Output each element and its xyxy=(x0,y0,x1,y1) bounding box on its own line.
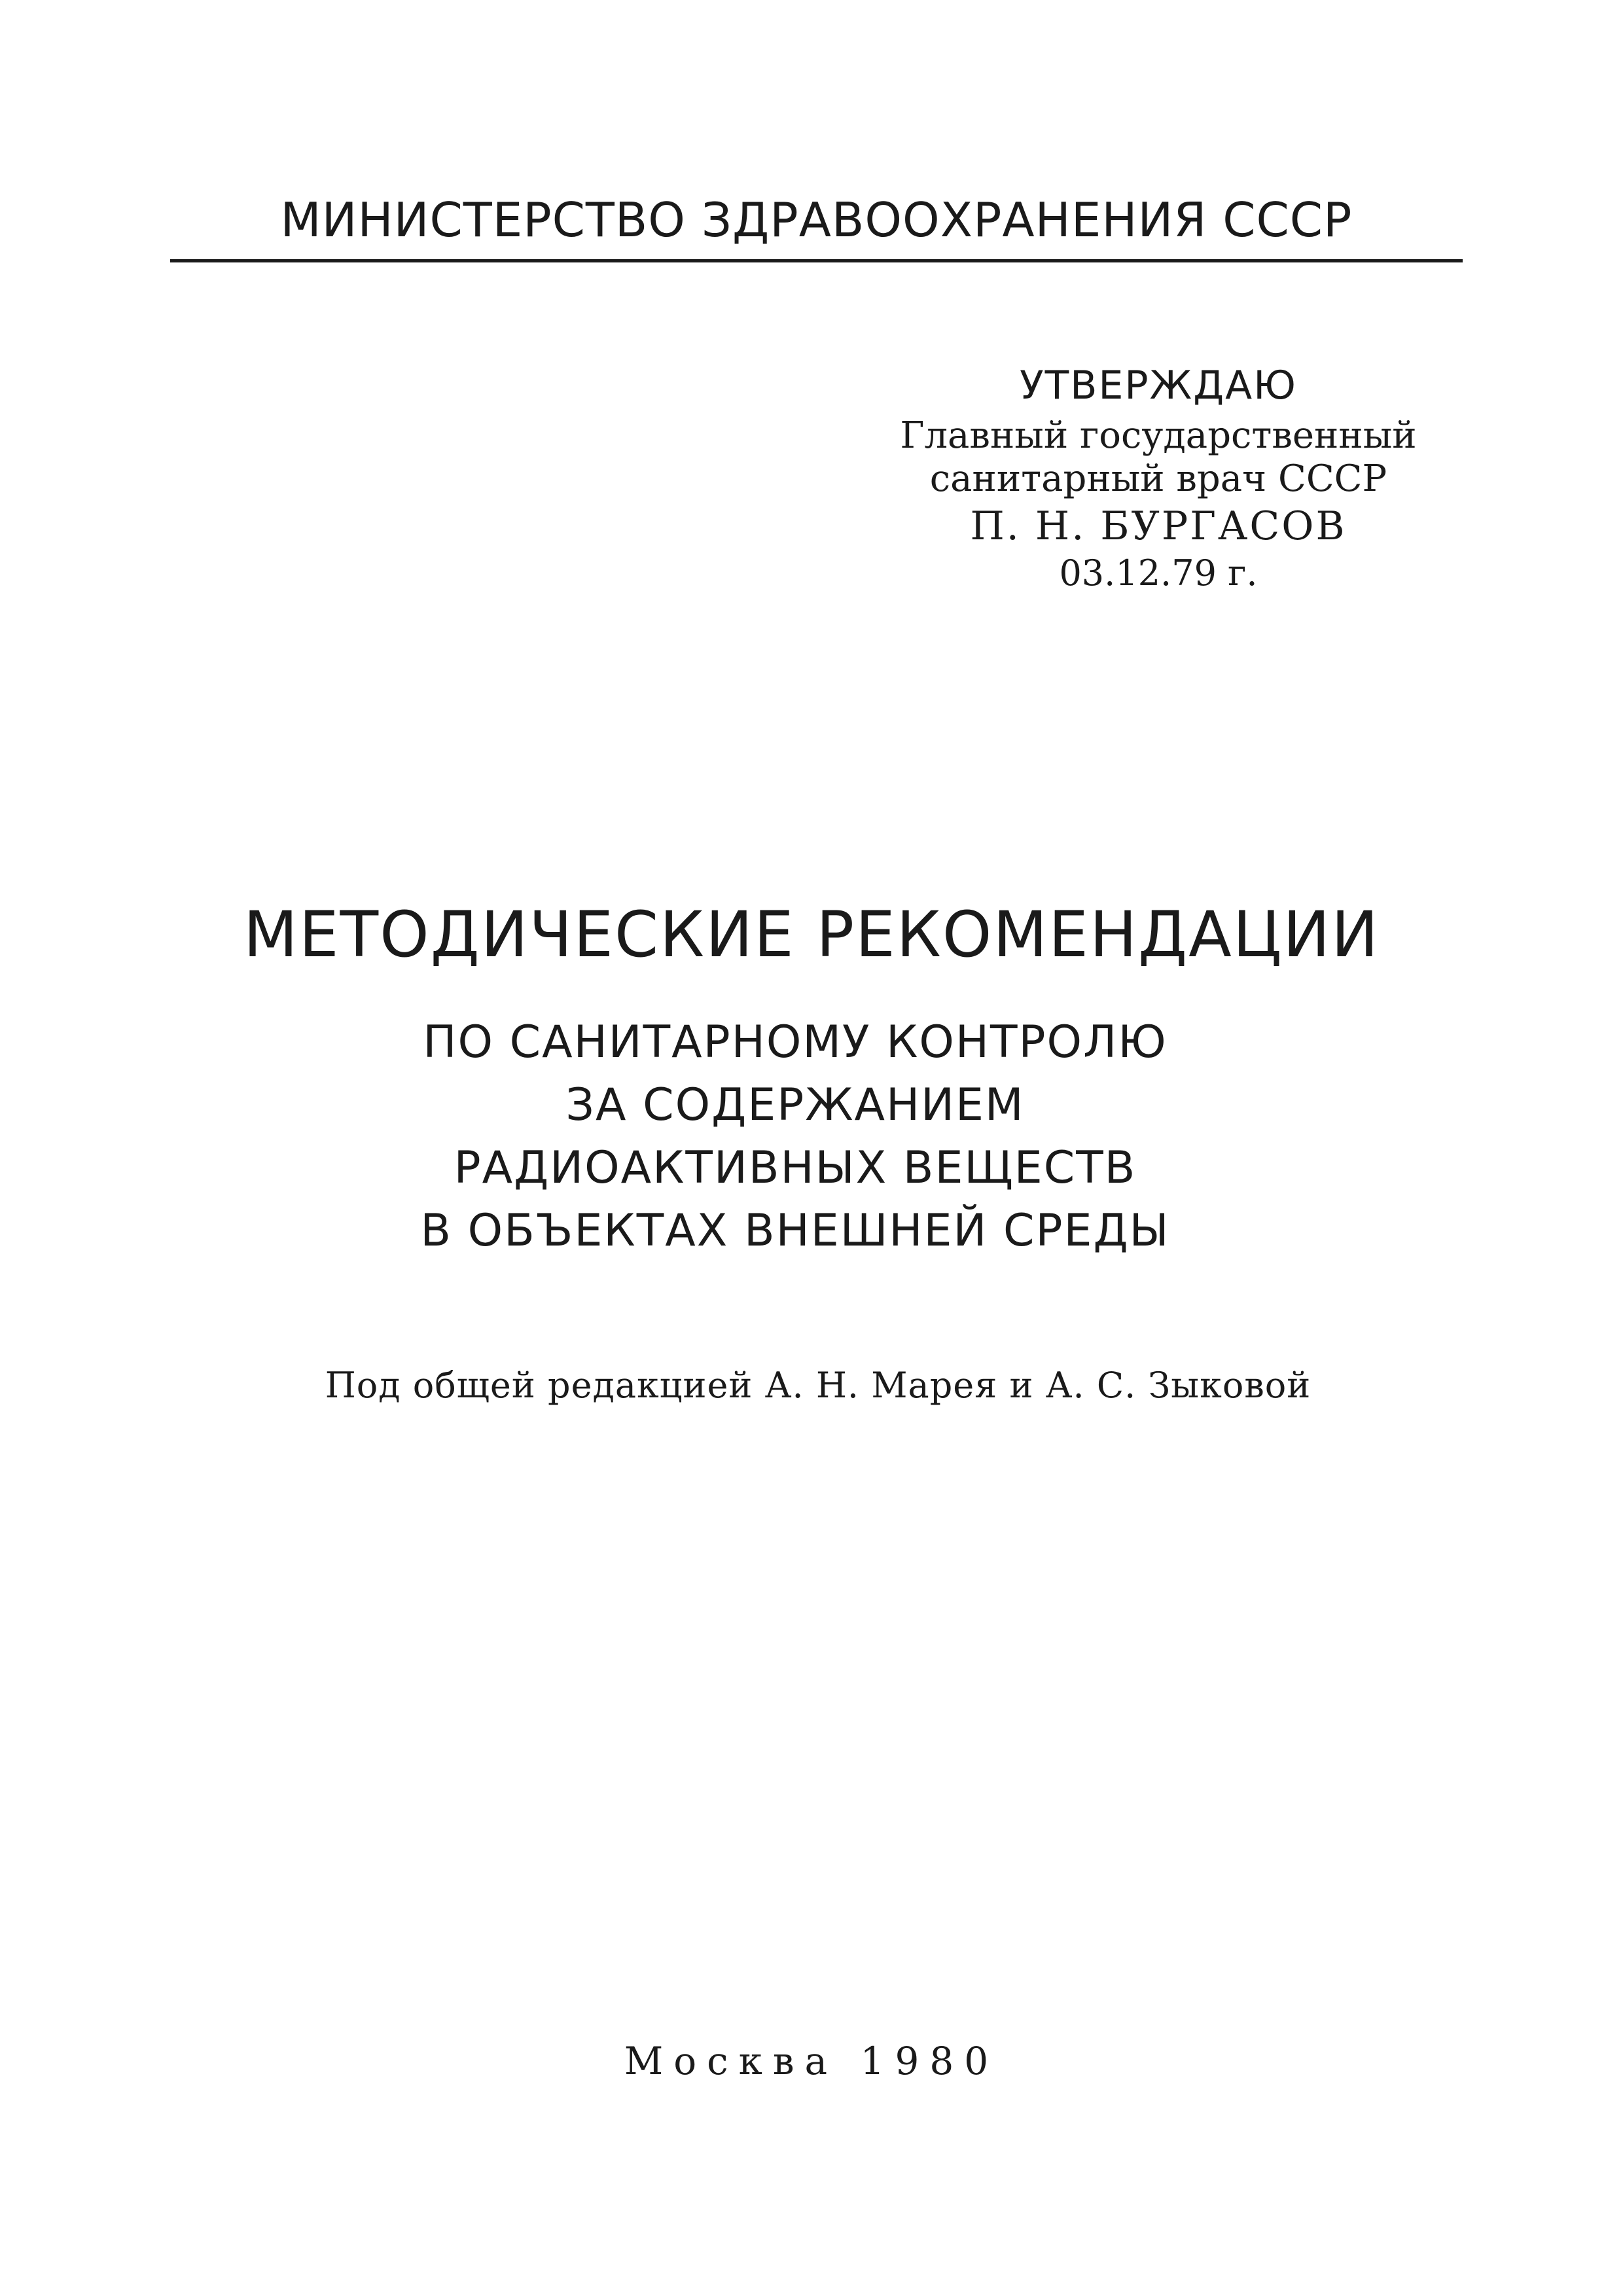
editors-line: Под общей редакцией А. Н. Марея и А. С. Зыковой xyxy=(325,1365,1311,1406)
approver-name: П. Н. БУРГАСОВ xyxy=(970,503,1347,549)
heading-rule xyxy=(170,259,1463,262)
subtitle-line: ПО САНИТАРНОМУ КОНТРОЛЮ xyxy=(423,1016,1168,1068)
subtitle-line: В ОБЪЕКТАХ ВНЕШНЕЙ СРЕДЫ xyxy=(420,1205,1170,1257)
approval-block xyxy=(857,357,1459,595)
subtitle-line: ЗА СОДЕРЖАНИЕМ xyxy=(565,1079,1025,1131)
approval-date: 03.12.79 г. xyxy=(1059,552,1258,594)
subtitle-line: РАДИОАКТИВНЫХ ВЕЩЕСТВ xyxy=(454,1142,1137,1194)
approver-position-line-1: Главный государственный xyxy=(900,414,1417,457)
document-subtitle xyxy=(236,1011,1355,1263)
approval-heading: УТВЕРЖДАЮ xyxy=(1020,363,1297,408)
ministry-heading: МИНИСТЕРСТВО ЗДРАВООХРАНЕНИЯ СССР xyxy=(280,192,1353,247)
approver-position-line-2: санитарный врач СССР xyxy=(929,457,1387,500)
document-title: МЕТОДИЧЕСКИЕ РЕКОМЕНДАЦИИ xyxy=(243,898,1380,971)
imprint-place-year: Москва 1980 xyxy=(624,2039,999,2083)
